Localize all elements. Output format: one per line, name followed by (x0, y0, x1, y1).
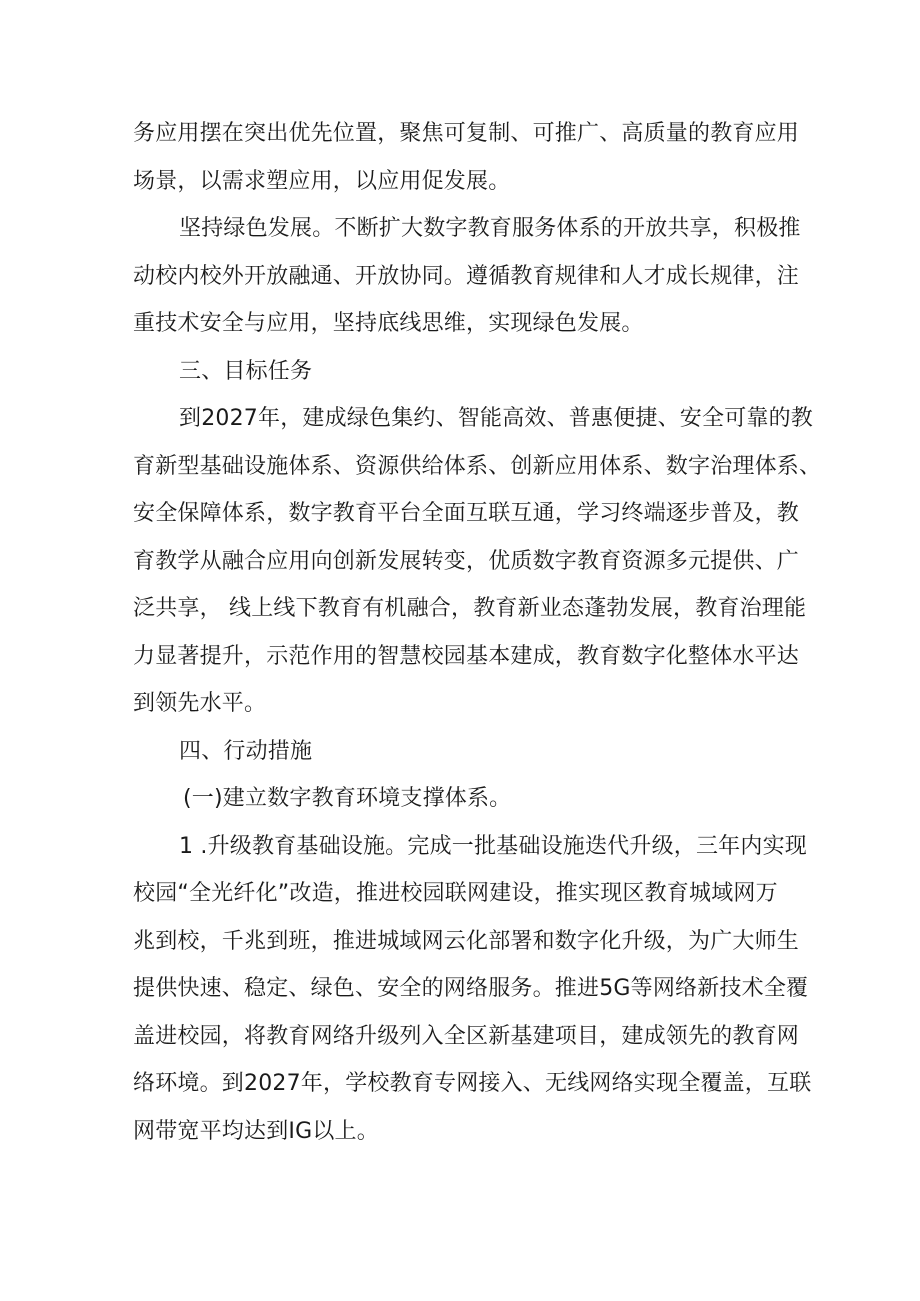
paragraph-line: 泛共享， 线上线下教育有机融合，教育新业态蓬勃发展，教育治理能 (133, 596, 807, 621)
paragraph-application-priority (133, 110, 800, 205)
paragraph-line: 场景，以需求塑应用，以应用促发展。 (133, 168, 511, 194)
paragraph-infrastructure-upgrade (133, 823, 812, 1156)
paragraph-line: 动校内校外开放融通、开放协同。遵循教育规律和人才成长规律，注 (133, 263, 800, 289)
paragraph-line: 育教学从融合应用向创新发展转变，优质数字教育资源多元提供、广 (133, 548, 800, 574)
paragraph-line: 育新型基础设施体系、资源供给体系、创新应用体系、数字治理体系、 (133, 453, 822, 479)
paragraph-line: 务应用摆在突出优先位置，聚焦可复制、可推广、高质量的教育应用 (133, 121, 800, 146)
paragraph-line: 安全保障体系，数字教育平台全面互联互通，学习终端逐步普及，教 (133, 501, 800, 526)
subsection-heading-environment: (一)建立数字教育环境支撑体系。 (183, 786, 512, 811)
paragraph-line: 提供快速、稳定、绿色、安全的网络服务。推进5G等网络新技术全覆 (133, 976, 809, 1001)
paragraph-line: 重技术安全与应用，坚持底线思维，实现绿色发展。 (133, 311, 644, 336)
paragraph-green-development (133, 205, 801, 348)
section-heading-goals: 三、目标任务 (179, 358, 313, 384)
document-body (133, 110, 822, 1155)
paragraph-line: 网带宽平均达到IG以上。 (133, 1118, 379, 1144)
paragraph-line: 1 .升级教育基础设施。完成一批基础设施迭代升级，三年内实现 (179, 833, 807, 859)
paragraph-line: 校园“全光纤化”改造，推进校园联网建设，推实现区教育城域网万 (133, 881, 778, 906)
paragraph-line: 络环境。到2027年，学校教育专网接入、无线网络实现全覆盖，互联 (133, 1071, 812, 1096)
paragraph-goals-2027 (133, 395, 822, 728)
paragraph-line: 到领先水平。 (133, 691, 267, 716)
paragraph-line: 到2027年，建成绿色集约、智能高效、普惠便捷、安全可靠的教 (179, 406, 813, 431)
section-heading-actions: 四、行动措施 (179, 738, 313, 764)
paragraph-line: 盖进校园，将教育网络升级列入全区新基建项目，建成领先的教育网 (133, 1023, 800, 1049)
paragraph-line: 力显著提升，示范作用的智慧校园基本建成，教育数字化整体水平达 (133, 643, 800, 669)
paragraph-line: 兆到校，千兆到班，推进城域网云化部署和数字化升级，为广大师生 (133, 928, 800, 954)
paragraph-line: 坚持绿色发展。不断扩大数字教育服务体系的开放共享，积极推 (179, 216, 801, 241)
